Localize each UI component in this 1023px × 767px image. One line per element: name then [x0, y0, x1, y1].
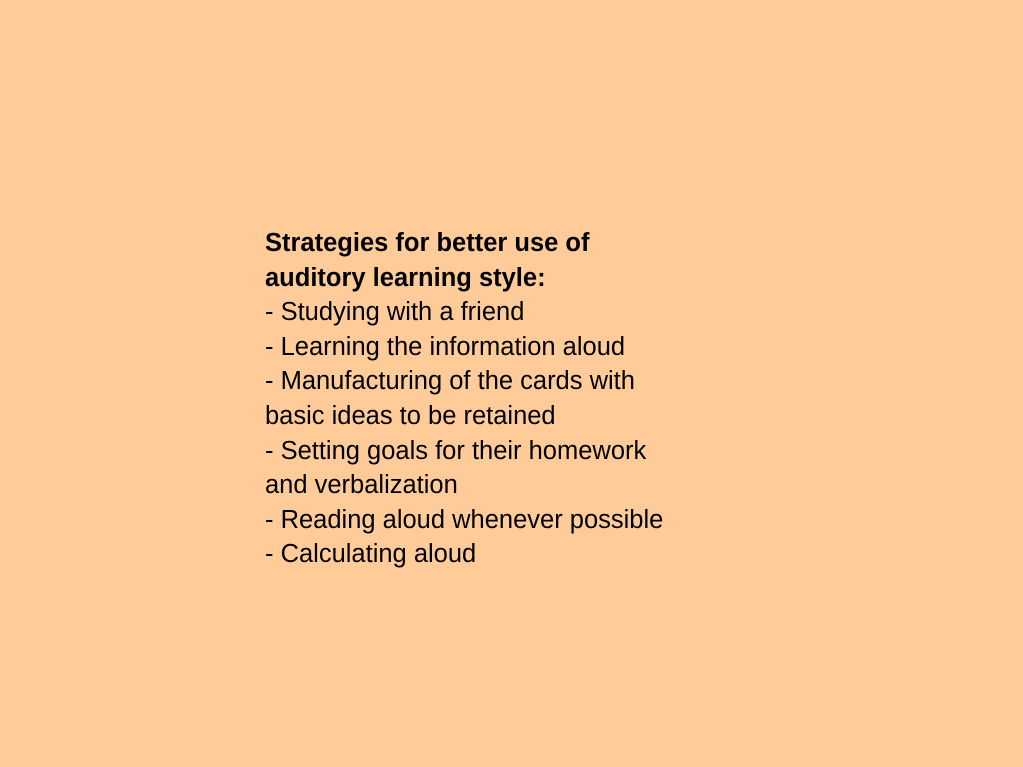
slide-heading-line-1: Strategies for better use of [265, 229, 590, 257]
strategy-item-setting-goals [265, 434, 765, 503]
strategy-item-line: - Setting goals for their homework [265, 436, 647, 465]
strategy-item-line: - Calculating aloud [265, 540, 477, 569]
strategy-item-line: and verbalization [265, 471, 458, 500]
strategy-list [265, 295, 765, 572]
strategy-item-manufacturing-cards [265, 364, 765, 433]
strategy-item-line: - Studying with a friend [265, 298, 525, 327]
strategy-item-line: - Manufacturing of the cards with [265, 367, 635, 396]
strategy-item-reading-aloud [265, 503, 765, 538]
strategy-item-studying-with-friend [265, 295, 765, 330]
slide-heading-line-2: auditory learning style: [265, 263, 546, 292]
strategy-item-line: basic ideas to be retained [265, 401, 556, 430]
strategy-item-line: - Reading aloud whenever possible [265, 505, 664, 534]
slide-text-block [265, 226, 765, 572]
strategy-item-line: - Learning the information aloud [265, 332, 626, 361]
strategy-item-learning-aloud [265, 330, 765, 365]
strategy-item-calculating-aloud [265, 537, 765, 572]
slide-heading [265, 226, 765, 295]
